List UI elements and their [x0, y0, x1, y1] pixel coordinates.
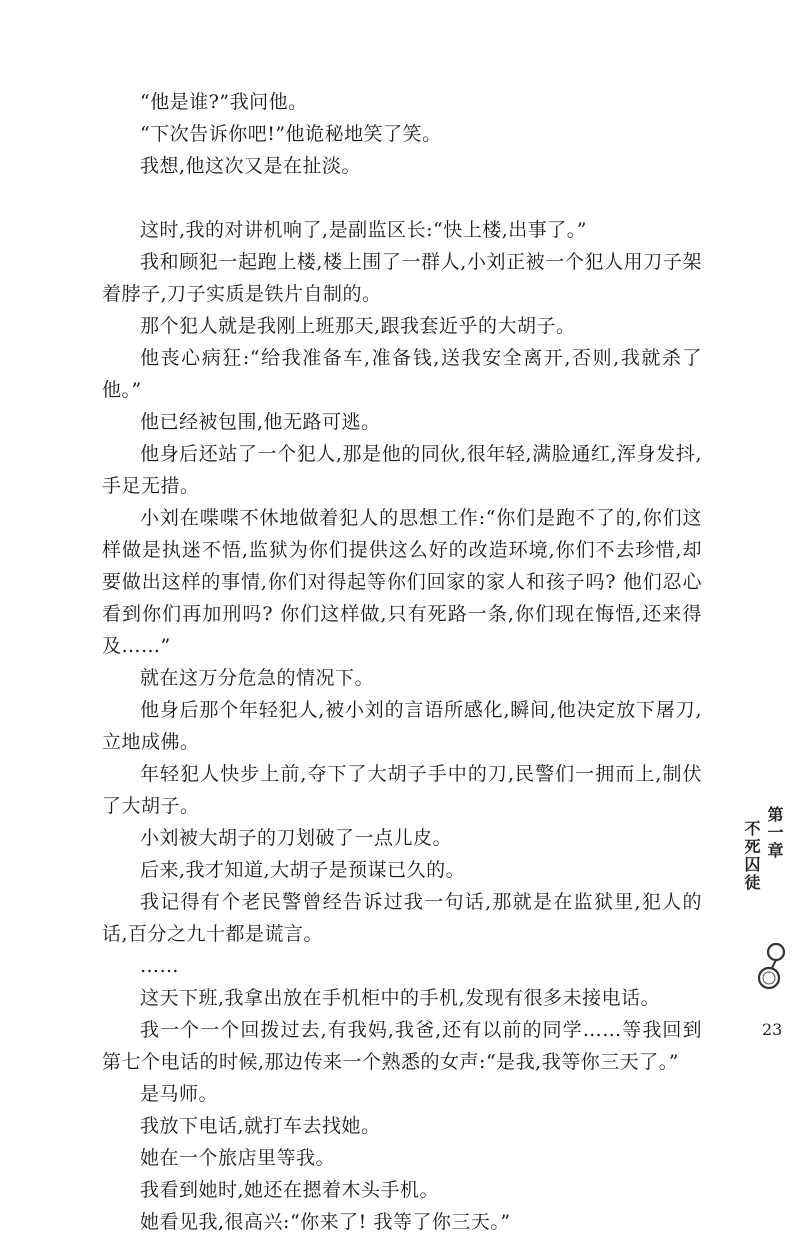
paragraph: 我想,他这次又是在扯淡。	[140, 155, 362, 177]
paragraph: 她看见我,很高兴:“你来了! 我等了你三天。”	[140, 1211, 511, 1233]
paragraph: “他是谁?”我问他。	[140, 91, 308, 113]
paragraph: 年轻犯人快步上前,夺下了大胡子手中的刀,民警们一拥而上,制伏了大胡子。	[102, 763, 702, 817]
handcuffs-icon	[756, 938, 790, 994]
paragraph: 他身后那个年轻犯人,被小刘的言语所感化,瞬间,他决定放下屠刀,立地成佛。	[102, 699, 702, 753]
paragraph: 我记得有个老民警曾经告诉过我一句话,那就是在监狱里,犯人的话,百分之九十都是谎言。	[102, 891, 702, 945]
paragraph: 我放下电话,就打车去找她。	[140, 1115, 381, 1137]
paragraph: 他已经被包围,他无路可逃。	[140, 411, 381, 433]
ellipsis-line: ……	[140, 955, 179, 977]
paragraph: 这时,我的对讲机响了,是副监区长:“快上楼,出事了。”	[140, 219, 587, 241]
paragraph: 我一个一个回拨过去,有我妈,我爸,还有以前的同学……等我回到第七个电话的时候,那边传来一个熟悉的女声:“是我,我等你三天了。”	[102, 1019, 702, 1073]
paragraph: 就在这万分危急的情况下。	[140, 667, 375, 689]
paragraph: 小刘在喋喋不休地做着犯人的思想工作:“你们是跑不了的,你们这样做是执迷不悟,监狱为你们提供这么好的改造环境,你们不去珍惜,却要做出这样的事情,你们对得起等你们回家的家人和孩子吗? 他们忍心看到你们再加刑吗? 你们这样做,只有死路一条,你们现在悔悟,还来得及……”	[102, 507, 702, 657]
paragraph: “下次告诉你吧!”他诡秘地笑了笑。	[140, 123, 442, 145]
paragraph: 她在一个旅店里等我。	[140, 1147, 336, 1169]
paragraph: 这天下班,我拿出放在手机柜中的手机,发现有很多未接电话。	[140, 987, 661, 1009]
paragraph: 小刘被大胡子的刀划破了一点儿皮。	[140, 827, 453, 849]
paragraph: 是马师。	[140, 1083, 219, 1105]
paragraph: 后来,我才知道,大胡子是预谋已久的。	[140, 859, 466, 881]
section-break	[102, 182, 702, 214]
paragraph: 那个犯人就是我刚上班那天,跟我套近乎的大胡子。	[140, 315, 576, 337]
chapter-label: 第一章	[765, 806, 784, 860]
paragraph: 我和顾犯一起跑上楼,楼上围了一群人,小刘正被一个犯人用刀子架着脖子,刀子实质是铁片自制的。	[102, 251, 702, 305]
paragraph: 我看到她时,她还在摁着木头手机。	[140, 1179, 440, 1201]
book-title: 不死囚徒	[742, 820, 761, 892]
page-number: 23	[762, 1020, 783, 1039]
page-body	[102, 86, 702, 1238]
paragraph: 他丧心病狂:“给我准备车,准备钱,送我安全离开,否则,我就杀了他。”	[102, 347, 702, 401]
chapter-side-tab	[742, 806, 786, 892]
paragraph: 他身后还站了一个犯人,那是他的同伙,很年轻,满脸通红,浑身发抖,手足无措。	[102, 443, 702, 497]
